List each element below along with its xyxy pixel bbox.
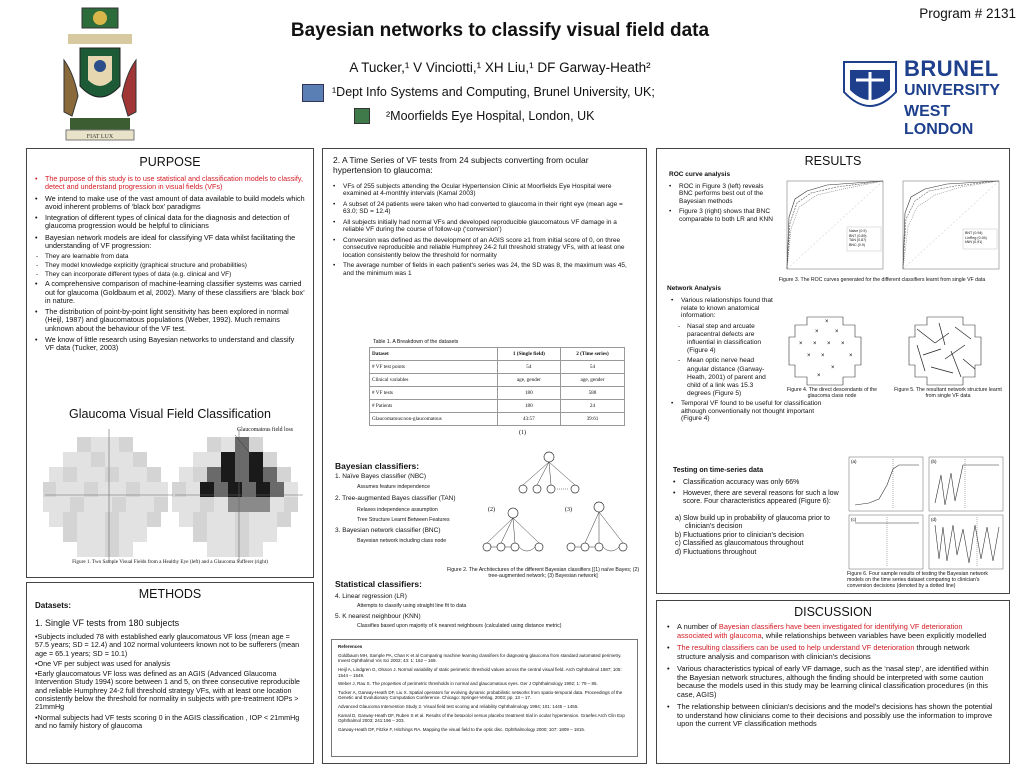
dataset-one: 1. Single VF tests from 180 subjects — [35, 618, 180, 628]
references-heading: References — [338, 644, 363, 649]
discussion-item: • Various characteristics typical of early VF damage, such as the ‘nasal step’, are identified within the Bayesian network structures, although the finding should be interpreted with some caution because the models used in this study may be learning clinical classification procedures (in this case, AGIS) — [667, 665, 999, 699]
purpose-panel — [26, 148, 314, 578]
timeseries-item: • The average number of fields in each patient's series was 24, the SD was 8, the maximum was 45, and the minimum was 1 — [333, 262, 634, 277]
characteristic-item: c) Classified as glaucomatous throughout — [675, 540, 804, 548]
legend-entry: BNT (0.89) — [849, 233, 867, 238]
svg-text:×: × — [821, 353, 825, 359]
poster-title: Bayesian networks to classify visual field data — [290, 20, 710, 41]
purpose-list-2 — [35, 280, 305, 352]
fig6-label-a: (a) — [851, 459, 857, 464]
purpose-sublist — [35, 253, 305, 278]
svg-text:×: × — [835, 329, 839, 335]
figure-5-network — [905, 315, 985, 387]
roc-svg — [777, 177, 1003, 277]
network-list-2 — [671, 400, 831, 423]
stat-note: Classifies based upon majority of k nearest neighbours (calculated using distance metric) — [357, 622, 562, 629]
svg-text:×: × — [815, 329, 819, 335]
network-heading: Network Analysis — [667, 285, 721, 292]
table-row: # Patients 180 24 — [370, 400, 625, 413]
table-row: Glaucomatous:non-glaucomatous 43:57 39:61 — [370, 413, 625, 426]
legend-entry: LinReg (0.94) — [965, 235, 987, 240]
discussion-item: • A number of Bayesian classifiers have been investigated for identifying VF deterioration associated with glaucoma, while relationships between variables have been explicitly modelled — [667, 623, 999, 640]
methods-continued-panel — [322, 148, 647, 764]
figure-4-svg — [787, 315, 863, 387]
legend-entry: BNT (0.94) — [965, 231, 983, 235]
fig6-label-b: (b) — [931, 459, 937, 464]
affiliation-2 — [340, 108, 660, 126]
legend-entry: kNN (0.91) — [965, 240, 983, 245]
network-subitem: - Nasal step and arcuate paracentral defects are influential in classification (Figure 4) — [677, 323, 769, 356]
timeseries-result-item: • However, there are several reasons for such a low score. Four characteristics appeared (Figure 6): — [673, 490, 849, 506]
visual-field-figure-svg — [43, 427, 305, 563]
glaucoma-visual-field — [172, 437, 298, 557]
stat-list — [335, 593, 638, 629]
dataset-table — [369, 347, 625, 426]
figure-1-caption: Figure 1. Two Sample Visual Fields from a Healthy Eye (left) and a Glaucoma Sufferer (right) — [72, 559, 268, 565]
bayes-note: Relaxes independence assumption — [357, 506, 438, 513]
figure-2-architectures — [473, 427, 643, 567]
bayes-note: Assumes feature independence — [357, 483, 430, 490]
svg-text:×: × — [831, 365, 835, 371]
timeseries-result-item: • Classification accuracy was only 66% — [673, 479, 849, 487]
figure-3-caption: Figure 3. The ROC curves generated for the different classifiers learnt from single VF data — [778, 277, 986, 283]
purpose-item: • We intend to make use of the vast amount of data available to build models which avoid inherent problems of ‘black box’ paradigms — [35, 195, 305, 212]
bayes-note: Bayesian network including class node — [357, 538, 447, 545]
svg-text:×: × — [827, 341, 831, 347]
roc-legend-left — [849, 229, 867, 248]
figure-2-caption: Figure 2. The Architectures of the different Bayesian classifiers [(1) naïve Bayes; (2) tree-augmented network; (3) Bayesian network] — [446, 567, 640, 580]
methods-panel — [26, 582, 314, 764]
characteristic-item: d) Fluctuations throughout — [675, 548, 757, 556]
discussion-list — [667, 623, 999, 732]
methods-item: •Early glaucomatous VF loss was defined as an AGIS (Advanced Glaucoma Intervention Study 1994) score between 1 and 5, on three consecutive reproducible and reliable Humphrey 24-2 full threshold strategy VFs, with at least one location consistently below the threshold for normality in subjects with pre-treatment IOPs > 21mmHg — [35, 669, 300, 712]
healthy-visual-field — [43, 437, 168, 557]
roc-heading: ROC curve analysis — [669, 171, 731, 178]
network-subitem: - Mean optic nerve head angular distance (Garway-Heath, 2001) of parent and child of a link was 15.3 degrees (Figure 5) — [677, 357, 769, 398]
crest-banner-text: FIAT LUX — [86, 134, 114, 140]
timeseries-item: • VFs of 255 subjects attending the Ocular Hypertension Clinic at Moorfields Eye Hospital were examined at 4-monthly intervals (Kamal 2003) — [333, 183, 634, 198]
legend-entry: BNC (0.9) — [849, 243, 865, 248]
characteristic-item: b) Fluctuations prior to clinician's decision — [675, 531, 804, 539]
bayes-item: 2. Tree-augmented Bayes classifier (TAN) — [335, 495, 456, 503]
purpose-subitem: - They can incorporate different types of data (e.g. clinical and VF) — [35, 271, 305, 278]
table-caption: Table 1. A Breakdown of the datasets — [373, 339, 459, 345]
methods-item: •Subjects included 78 with established early glaucomatous VF loss (mean age = 57.5 years; SD = 12.4) and 102 normal volunteers known not to be sufferers (mean age = 65.1 years; SD = 10.1) — [35, 632, 300, 658]
roc-item: • ROC in Figure 3 (left) reveals BNC performs best out of the Bayesian methods — [669, 183, 777, 205]
figure-2-svg — [473, 427, 643, 567]
figure-6-caption: Figure 6. Four sample results of testing the Bayesian network models on the time series dataset comparing to clinician's conversion decisions (denoted by a dotted line) — [847, 571, 988, 590]
table-row: Dataset 1 (Single field) 2 (Time series) — [370, 348, 625, 361]
svg-text:×: × — [807, 353, 811, 359]
brunel-shield-icon — [840, 58, 900, 120]
discussion-panel — [656, 600, 1010, 764]
results-panel — [656, 148, 1010, 594]
program-number: Program # 2131 — [919, 6, 1016, 21]
discussion-item: • The resulting classifiers can be used to help understand VF deterioration through network structure analysis and comparison with clinician's decisions — [667, 644, 999, 661]
purpose-item: • Integration of different types of clinical data for the diagnosis and detection of glaucoma progression would be helpful to clinicians — [35, 214, 305, 231]
timeseries-heading: 2. A Time Series of VF tests from 24 subjects converting from ocular hypertension to glaucoma: — [333, 155, 589, 176]
legend-entry: Naive (0.9) — [849, 229, 867, 233]
fig6-label-d: (d) — [931, 517, 937, 522]
glaucoma-heading: Glaucoma Visual Field Classification — [69, 407, 271, 421]
svg-text:×: × — [817, 373, 821, 379]
bayes-item: 3. Bayesian network classifier (BNC) — [335, 527, 441, 535]
roc-list — [669, 183, 777, 226]
purpose-item: • We know of little research using Bayesian networks to understand and classify VF data (Tucker, 2003) — [35, 336, 305, 353]
bayes-note: Tree Structure Learnt Between Features — [357, 517, 450, 524]
legend-entry: TAN (0.87) — [849, 238, 867, 243]
svg-text:×: × — [799, 341, 803, 347]
datasets-label: Datasets: — [35, 601, 72, 610]
reference-item: Heijl A, Lindgren G, Olsson J. Normal variability of static perimetric threshold values across the central visual field. Arch Ophthalmol 1987; 105: 1544 – 1549. — [338, 666, 622, 678]
purpose-list — [35, 175, 305, 250]
stat-item: 4. Linear regression (LR) — [335, 593, 407, 600]
bayes-item: 1. Naïve Bayes classifier (NBC) — [335, 473, 427, 480]
figure-4-grid — [787, 315, 863, 387]
svg-text:×: × — [825, 319, 829, 325]
table-row: # VF test points 54 54 — [370, 361, 625, 374]
purpose-item: • The distribution of point-by-point light sensitivity has been explored in normal (Heijl, 1987) and glaucomatous populations (Weber, 1992). Much remains unknown about the behaviour of the VF test. — [35, 308, 305, 333]
visual-field-figure — [43, 427, 305, 563]
methods-heading: METHODS — [138, 587, 202, 601]
fig6-label-c: (c) — [851, 517, 857, 522]
timeseries-item: • All subjects initially had normal VFs and developed reproducible glaucomatous VF damage in a reliable VF during the course of follow-up (‘conversion’) — [333, 219, 634, 234]
svg-text:×: × — [841, 341, 845, 347]
references-box — [331, 639, 638, 757]
figure-6-plots — [847, 455, 1005, 571]
roc-charts — [777, 177, 1003, 277]
table-row: Clinical variables age, gender age, gender — [370, 374, 625, 387]
reference-item: Garway-Heath DF, Fitzke F, Hitchings RA. Mapping the visual field to the optic disc. Ophthalmology 2000; 107: 1809 – 1815. — [338, 726, 586, 732]
purpose-item: • Bayesian network models are ideal for classifying VF data whilst facilitating the understanding of VF progression: — [35, 234, 305, 251]
brunel-word: BRUNEL — [904, 56, 999, 81]
affiliation-1-text: ¹Dept Info Systems and Computing, Brunel University, UK; — [332, 85, 655, 99]
fig2-label-2: (2) — [488, 507, 495, 513]
methods-item: •One VF per subject was used for analysis — [35, 658, 171, 668]
characteristic-item: a) Slow build up in probability of glaucoma prior to clinician's decision — [675, 515, 830, 531]
svg-text:×: × — [849, 353, 853, 359]
timeseries-item: • Conversion was defined as the development of an AGIS score ≥1 from initial score of 0, on three consecutive reproducible and reliable Humphrey 24-2 full threshold strategy VFs, with at least one location consistently below the threshold for normality — [333, 237, 634, 259]
timeseries-item: • A subset of 24 patients were taken who had converted to glaucoma in their right eye (mean age = 63.0; SD = 12.4) — [333, 201, 634, 216]
reference-item: Goldbaum MH, Sample PA, Chan K et al Comparing machine learning classifiers for diagnosing glaucoma from standard automated perimetry. Invest Ophthalmol Vis Sci 2002; 43: 1: 162 – 169. — [338, 652, 622, 664]
timeseries-results-list — [673, 479, 849, 509]
timeseries-list — [333, 183, 634, 280]
figure-6-svg — [847, 455, 1005, 571]
reference-item: Kamal D, Garway-Heath DF, Ruben S et al. Results of the betaxolol versus placebo treatment trial in ocular hypertension. Graefes Arch Clin Exp Ophthalmol 2003; 241:196 – 203. — [338, 712, 625, 724]
network-item: • Temporal VF found to be useful for classification although conventionally not thought important (Figure 4) — [671, 400, 831, 423]
network-item: • Various relationships found that relate to known anatomical information: — [671, 297, 831, 320]
stat-item: 5. K nearest neighbour (KNN) — [335, 613, 421, 621]
discussion-heading: DISCUSSION — [794, 605, 872, 619]
fig2-label-3: (3) — [565, 507, 572, 513]
timeseries-characteristics — [675, 515, 851, 557]
purpose-subitem: - They model knowledge explicitly (graphical structure and probabilities) — [35, 262, 305, 269]
affiliation-2-text: ²Moorfields Eye Hospital, London, UK — [386, 109, 595, 123]
methods-list — [35, 633, 305, 730]
svg-text:×: × — [813, 341, 817, 347]
figure-5-svg — [905, 315, 985, 387]
brunel-small-icon — [302, 84, 324, 102]
purpose-item: • A comprehensive comparison of machine-learning classifier systems was carried out for glaucoma (Goldbaum et al, 2002). Many of these classifiers are ‘black box’ in nature. — [35, 280, 305, 305]
purpose-subitem: - They are learnable from data — [35, 253, 305, 260]
university-word: UNIVERSITY — [904, 82, 1001, 99]
west-london-word: WEST LONDON — [904, 103, 974, 138]
bayes-list — [335, 473, 485, 544]
purpose-heading: PURPOSE — [139, 155, 201, 169]
college-crest — [60, 4, 140, 144]
discussion-item: • The relationship between clinician's decisions and the model's decisions has shown the potential to understand how clinicians come to their decisions and possibly use the information to improve upon the current VF classification methods — [667, 703, 999, 729]
reference-item: Advanced Glaucoma Intervention Study 2. Visual field test scoring and reliability Ophthalmology 1994; 101: 1445 – 1455. — [338, 704, 579, 709]
methods-item: •Normal subjects had VF tests scoring 0 in the AGIS classification , IOP < 21mmHg and no family history of glaucoma — [35, 712, 300, 730]
purpose-item: • The purpose of this study is to use statistical and classification models to classify, detect and understand progression in visual fields (VFs) — [35, 175, 305, 192]
brunel-logo — [840, 56, 1020, 138]
roc-legend-right — [965, 231, 987, 245]
reference-item: Tucker A, Garway-Heath DF, Liu X. Spatial operators for evolving dynamic probabilistic networks from spatio-temporal data. Proceedings of the Genetic and Evolutionary Computation Conference. Chicago: Springer-Verlag, 2003; pp. 13 – 17. — [338, 689, 623, 701]
roc-item: • Figure 3 (right) shows that BNC comparable to both LR and KNN — [669, 208, 777, 223]
figure-4-caption: Figure 4. The direct descendants of the glaucoma class node — [786, 387, 878, 400]
fig2-label-1: (1) — [519, 430, 526, 436]
figure-5-caption: Figure 5. The resultant network structure learnt from single VF data — [894, 387, 1002, 400]
stat-heading: Statistical classifiers: — [335, 579, 422, 589]
reference-item: Weber J, Rau S. The properties of perimetric thresholds in normal and glaucomatous eyes. Ger J Ophthalmology 1992; 1: 79 – 85. — [338, 681, 598, 687]
stat-note: Attempts to classify using straight line fit to data — [357, 602, 467, 609]
table-row: # VF tests 180 588 — [370, 387, 625, 400]
glaucoma-label: Glaucomatous field loss — [237, 427, 294, 433]
authors: A Tucker,¹ V Vinciotti,¹ XH Liu,¹ DF Garway-Heath² — [349, 60, 651, 75]
bayes-heading: Bayesian classifiers: — [335, 461, 420, 471]
affiliation-1 — [300, 84, 720, 102]
moorfields-small-icon — [354, 108, 370, 124]
results-heading: RESULTS — [804, 154, 862, 168]
timeseries-results-heading: Testing on time-series data — [673, 467, 764, 474]
